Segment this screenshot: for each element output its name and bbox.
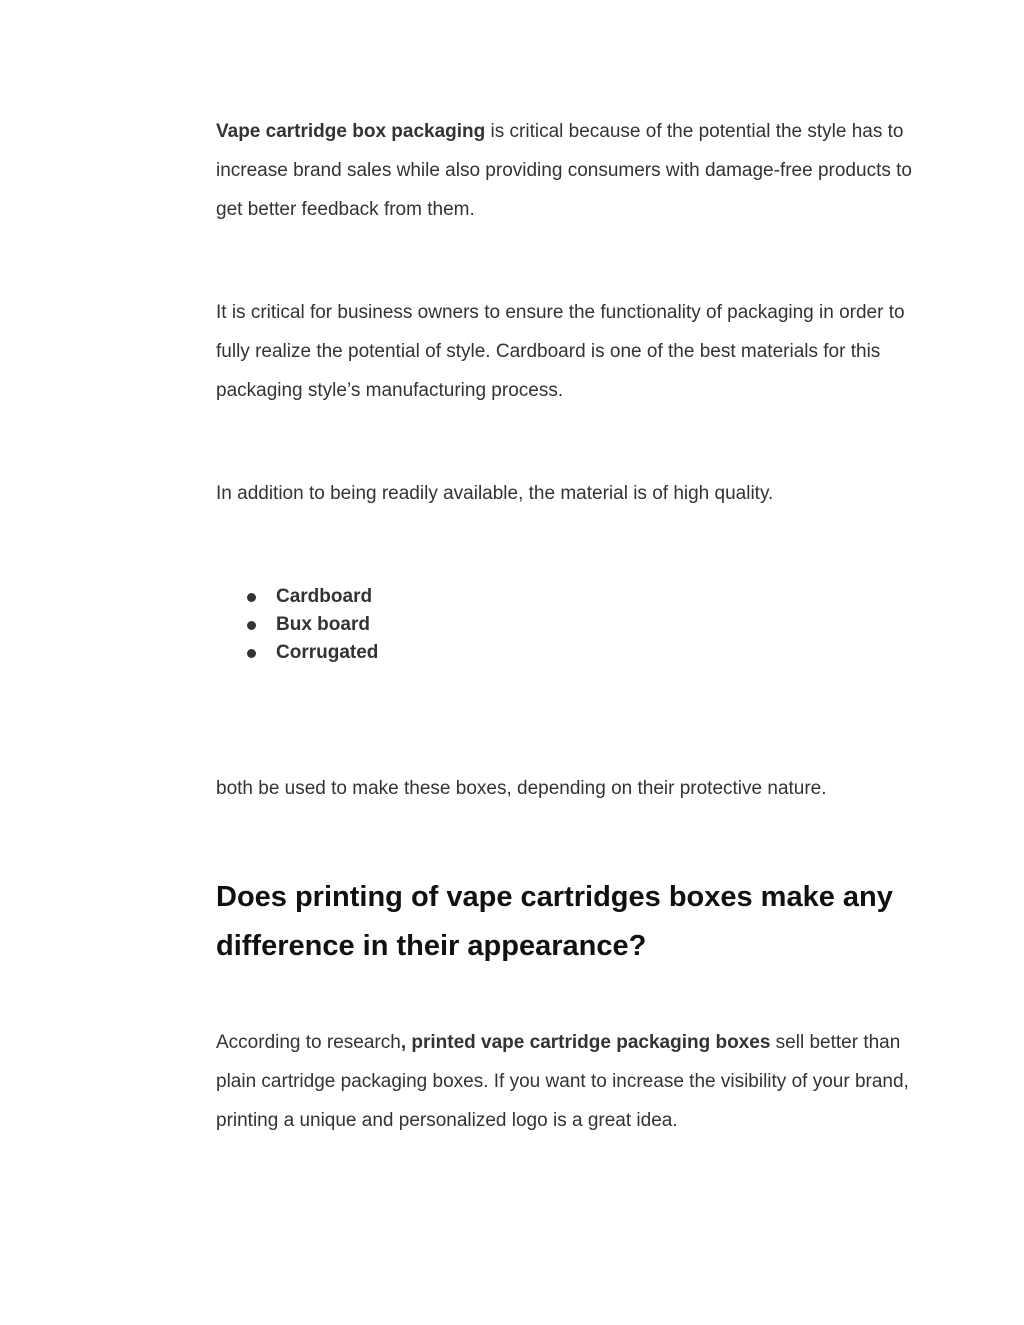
bullet-icon (247, 649, 256, 658)
functionality-paragraph: It is critical for business owners to ensure the functionality of packaging in order to fully realize the potential of style. Cardboard is one of the best materials for this packaging style’s manufacturing process. (216, 302, 905, 401)
protective-nature-paragraph: both be used to make these boxes, depending on their protective nature. (216, 778, 827, 799)
intro-bold-term: Vape cartridge box packaging (216, 121, 486, 142)
list-item (216, 583, 378, 611)
list-item-label: Cardboard (276, 586, 373, 607)
research-text: sell better than plain cartridge packaging boxes. If you want to increase the visibility of your brand, printing a unique and personalized logo is a great idea. (216, 1032, 909, 1131)
list-item-label: Corrugated (276, 642, 379, 663)
intro-paragraph (216, 112, 926, 229)
research-paragraph (216, 1023, 926, 1140)
list-item (216, 611, 378, 639)
bullet-icon (247, 593, 256, 602)
research-lead-text: According to research (216, 1032, 401, 1053)
research-bold-term: , printed vape cartridge packaging boxes (400, 1032, 771, 1053)
list-item-label: Bux board (276, 614, 370, 635)
material-quality-paragraph: In addition to being readily available, the material is of high quality. (216, 483, 774, 504)
section-heading: Does printing of vape cartridges boxes make any difference in their appearance? (216, 881, 893, 962)
intro-text: is critical because of the potential the style has to increase brand sales while also providing consumers with damage-free products to get better feedback from them. (216, 121, 912, 220)
list-item (216, 639, 378, 667)
bullet-icon (247, 621, 256, 630)
materials-list (216, 583, 378, 667)
